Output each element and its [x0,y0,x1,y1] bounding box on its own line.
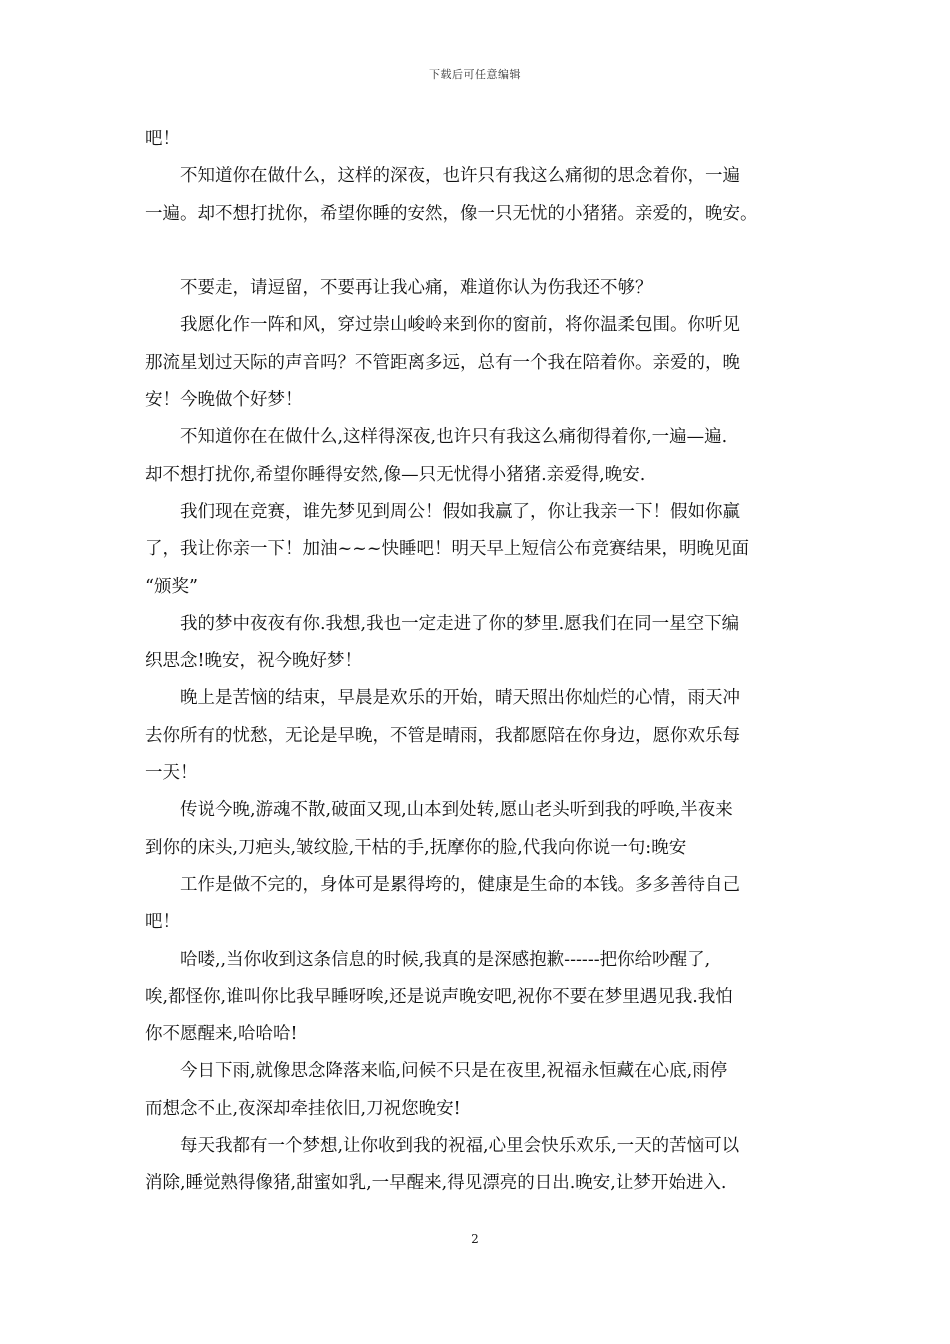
text-line: 晚上是苦恼的结束，早晨是欢乐的开始，晴天照出你灿烂的心情，雨天冲 [145,688,740,709]
text-line: 一遍。却不想打扰你，希望你睡的安然，像一只无忧的小猪猪。亲爱的，晚安。 [145,203,758,224]
text-line: 我的梦中夜夜有你.我想,我也一定走进了你的梦里.愿我们在同一星空下编 [145,613,740,634]
text-line: 传说今晚,游魂不散,破面又现,山本到处转,愿山老头听到我的呼唤,半夜来 [145,800,733,821]
text-line: 不要走，请逗留，不要再让我心痛，难道你认为伤我还不够？ [145,278,653,299]
text-line: 每天我都有一个梦想,让你收到我的祝福,心里会快乐欢乐,一天的苦恼可以 [145,1136,740,1157]
text-line: 我们现在竞赛，谁先梦见到周公！假如我赢了，你让我亲一下！假如你赢 [145,501,740,522]
text-line: 安！今晚做个好梦！ [145,390,303,411]
text-line: 吧！ [145,912,180,933]
document-body [145,121,817,1203]
text-line: 我愿化作一阵和风，穿过崇山峻岭来到你的窗前，将你温柔包围。你听见 [145,315,740,336]
text-line: 不知道你在在做什么,这样得深夜,也许只有我这么痛彻得着你,一遍—遍. [145,427,728,448]
text-line: 今日下雨,就像思念降落来临,问候不只是在夜里,祝福永恒藏在心底,雨停 [145,1061,728,1082]
page-number: 2 [471,1232,479,1246]
text-line: 吧！ [145,129,180,149]
text-line: 那流星划过天际的声音吗？不管距离多远，总有一个我在陪着你。亲爱的，晚 [145,352,740,373]
text-line: “颁奖” [145,576,198,597]
text-line: 不知道你在做什么，这样的深夜，也许只有我这么痛彻的思念着你，一遍 [145,166,740,187]
text-line: 了，我让你亲一下！加油~~~快睡吧！明天早上短信公布竞赛结果，明晚见面 [145,539,749,560]
text-line: 到你的床头,刀疤头,皱纹脸,干枯的手,抚摩你的脸,代我向你说一句:晚安 [145,837,687,858]
text-line: 消除,睡觉熟得像猪,甜蜜如乳,一早醒来,得见漂亮的日出.晚安,让梦开始进入. [145,1173,727,1194]
text-line: 哈喽,,当你收到这条信息的时候,我真的是深感抱歉------把你给吵醒了, [145,949,711,970]
text-line: 一天！ [145,763,198,784]
text-line: 织思念!晚安，祝今晚好梦！ [145,651,363,672]
text-line: 而想念不止,夜深却牵挂依旧,刀祝您晚安! [145,1098,461,1119]
text-line: 却不想打扰你,希望你睡得安然,像—只无忧得小猪猪.亲爱得,晚安. [145,464,646,485]
page-header: 下载后可任意编辑 [429,68,521,81]
text-line: 唉,都怪你,谁叫你比我早睡呀唉,还是说声晚安吧,祝你不要在梦里遇见我.我怕 [145,986,733,1007]
text-line: 你不愿醒来,哈哈哈! [145,1024,298,1045]
blank-line [145,233,817,270]
text-line: 去你所有的忧愁，无论是早晚，不管是晴雨，我都愿陪在你身边，愿你欢乐每 [145,725,740,746]
text-line: 工作是做不完的，身体可是累得垮的，健康是生命的本钱。多多善待自己 [145,874,740,895]
